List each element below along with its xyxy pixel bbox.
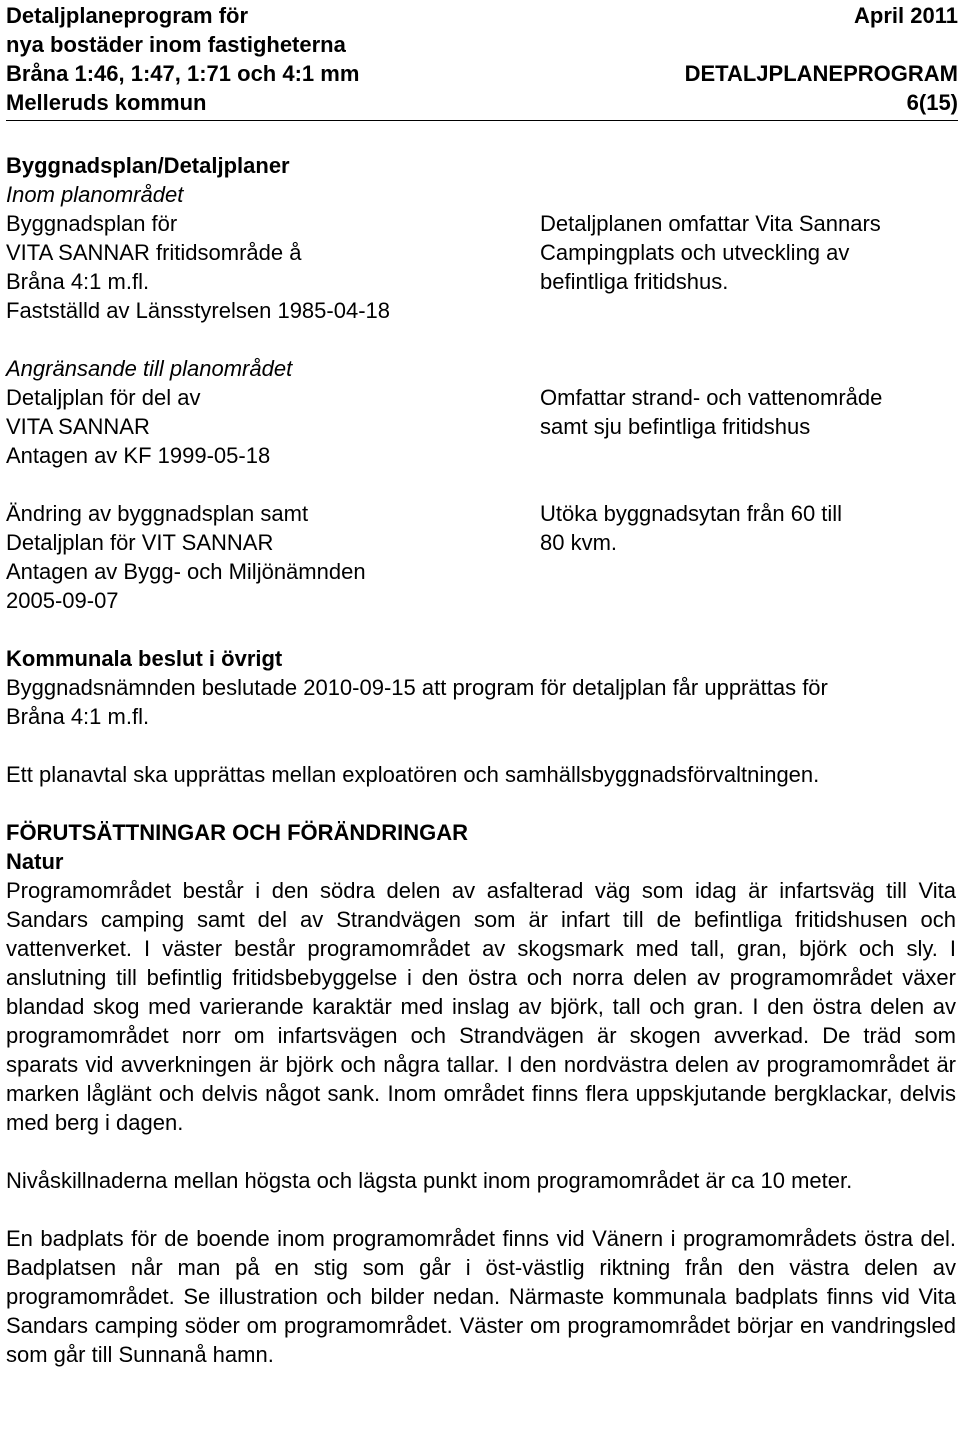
document-page [6,0,958,1369]
forutsattningar-heading: FÖRUTSÄTTNINGAR OCH FÖRÄNDRINGAR [6,820,468,845]
angransande-desc-line: samt sju befintliga fritidshus [540,414,811,439]
page-number: 6(15) [906,90,958,115]
inom-label: Inom planområdet [6,182,184,207]
header-divider [6,120,958,121]
niva-paragraph: Nivåskillnaderna mellan högsta och lägsta punkt inom programområdet är ca 10 meter. [6,1168,853,1193]
header-row-3 [6,59,958,88]
andring-plan-info [6,499,540,615]
document-type: DETALJPLANEPROGRAM [684,61,958,86]
andring-line: 2005-09-07 [6,588,119,613]
natur-paragraph: Programområdet består i den södra delen av asfalterad väg som idag är infartsväg till Vita Sandars camping samt del av Strandvägen som är infart till de befintliga fritidshusen och vattenverket. I väster består programområdet av skogsmark med tall, gran, björk och sly. I anslutning till befintlig fritidsbebyggelse i den östra och norra delen av programområdet växer blandad skog med varierande karaktär med inslag av björk, tall och gran. I den östra delen av programområdet norr om infartsvägen och Strandvägen är skogen avverkad. De träd som sparats vid avverkningen är björk och några tallar. I den nordvästra delen av programområdet är marken låglänt och delvis något sank. Inom området finns flera uppskjutande bergklackar, delvis med berg i dagen. [6,878,956,1135]
plans-section [6,151,958,615]
inom-line: Byggnadsplan för [6,211,178,236]
andring-line: Detaljplan för VIT SANNAR [6,530,274,555]
forutsattningar-section [6,818,958,1369]
inom-line: Fastställd av Länsstyrelsen 1985-04-18 [6,298,390,323]
kommunala-agreement: Ett planavtal ska upprättas mellan exploatören och samhällsbyggnadsförvaltningen. [6,762,820,787]
plans-heading: Byggnadsplan/Detaljplaner [6,153,290,178]
inom-plan-info [6,180,540,325]
andring-desc-line: Utöka byggnadsytan från 60 till [540,501,843,526]
angransande-row [6,354,958,470]
header-row-4 [6,88,958,117]
header-row-2 [6,30,958,59]
page-header [6,0,958,121]
natur-subheading: Natur [6,849,64,874]
kommunala-decision-line: Byggnadsnämnden beslutade 2010-09-15 att program för detaljplan får upprättas för [6,675,828,700]
header-row-1 [6,1,958,30]
document-title: Detaljplaneprogram för [6,3,249,28]
badplats-paragraph: En badplats för de boende inom programområdet finns vid Vänern i programområdets östra del. Badplatsen når man på en stig som går i öst-västlig riktning från den västra delen av programområdet. Se illustration och bilder nedan. Närmaste kommunala badplats finns vid Vita Sandars camping söder om programområdet. Väster om programområdet börjar en vandringsled som går till Sunnanå hamn. [6,1226,956,1367]
angransande-label: Angränsande till planområdet [6,356,293,381]
inom-desc-line: Campingplats och utveckling av [540,240,850,265]
andring-desc-line: 80 kvm. [540,530,618,555]
andring-line: Ändring av byggnadsplan samt [6,501,309,526]
inom-line: VITA SANNAR fritidsområde å [6,240,302,265]
angransande-line: Detaljplan för del av [6,385,201,410]
andring-line: Antagen av Bygg- och Miljönämnden [6,559,366,584]
municipality: Melleruds kommun [6,90,207,115]
document-date: April 2011 [854,3,958,28]
inom-row [6,180,958,325]
kommunala-heading: Kommunala beslut i övrigt [6,646,283,671]
kommunala-decision-line: Bråna 4:1 m.fl. [6,704,150,729]
property-designation: Bråna 1:46, 1:47, 1:71 och 4:1 mm [6,61,360,86]
document-subtitle: nya bostäder inom fastigheterna [6,32,346,57]
angransande-desc-line: Omfattar strand- och vattenområde [540,385,883,410]
inom-desc-line: befintliga fritidshus. [540,269,729,294]
inom-plan-description [540,180,958,325]
kommunala-section [6,644,958,789]
angransande-line: Antagen av KF 1999-05-18 [6,443,271,468]
andring-row [6,499,958,615]
angransande-plan-info [6,354,540,470]
andring-plan-description [540,499,958,615]
angransande-plan-description [540,354,958,470]
angransande-line: VITA SANNAR [6,414,150,439]
inom-line: Bråna 4:1 m.fl. [6,269,150,294]
inom-desc-line: Detaljplanen omfattar Vita Sannars [540,211,881,236]
